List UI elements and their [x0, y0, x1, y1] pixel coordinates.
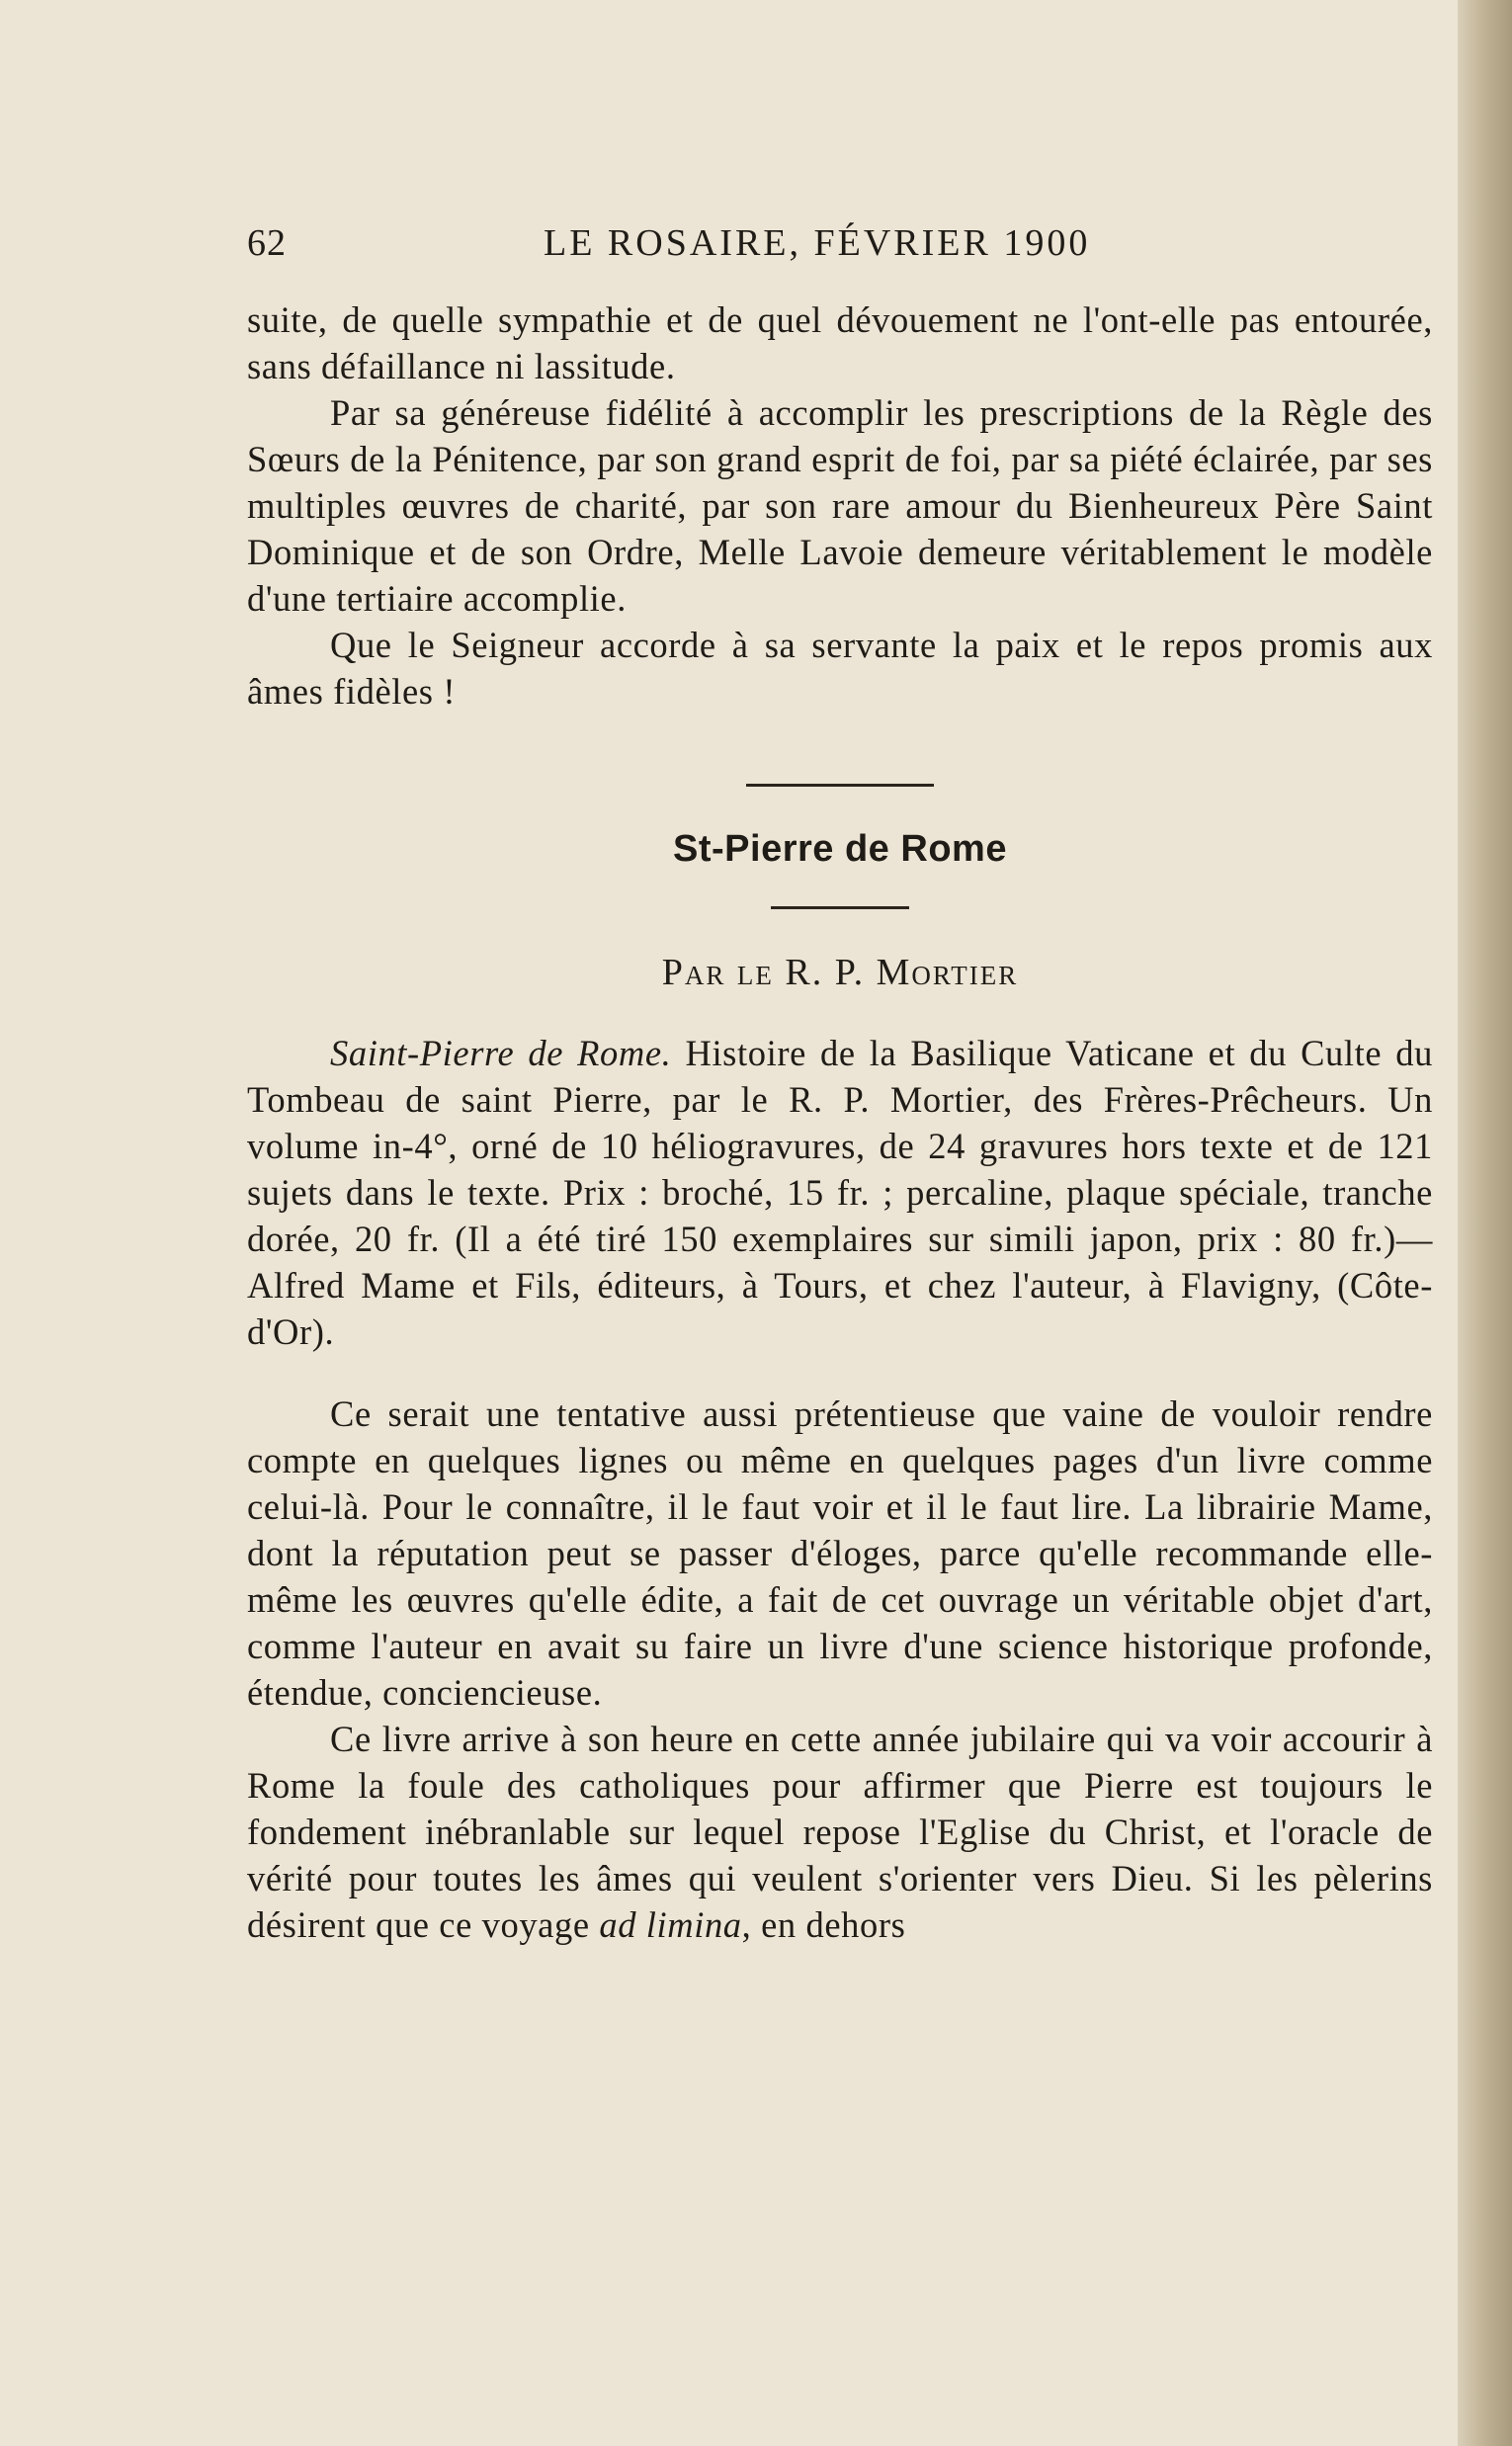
book-notice-paragraph — [247, 1030, 1433, 1355]
page-edge-shadow — [1458, 0, 1512, 2446]
title-underline-rule — [771, 906, 909, 909]
review-paragraph-2-text: Ce livre arrive à son heure en cette année jubilaire qui va voir accourir à Rome la foule des catholiques pour affirmer que Pierre est toujours le fondement inébranlable sur lequel repose l'Eglise du Christ, et l'oracle de vérité pour toutes les âmes qui veulent s'orienter vers Dieu. Si les pèlerins désirent que ce voyage — [247, 1719, 1433, 1945]
book-description: Histoire de la Basilique Vaticane et du Culte du Tombeau de saint Pierre, par le R. P. Mortier, des Frères-Prêcheurs. Un volume in-4°, orné de 10 héliogravures, de 24 gravures hors texte et de 121 sujets dans le texte. Prix : broché, 15 fr. ; percaline, plaque spéciale, tranche dorée, 20 fr. (Il a été tiré 150 exemplaires sur simili japon, prix : 80 fr.)—Alfred Mame et Fils, éditeurs, à Tours, et chez l'auteur, à Flavigny, (Côte-d'Or). — [247, 1033, 1434, 1352]
section-divider-rule — [746, 784, 934, 787]
running-head — [247, 208, 1433, 267]
article-title: St-Pierre de Rome — [673, 828, 1007, 870]
page-content — [247, 208, 1433, 1948]
obituary-paragraph-3: Que le Seigneur accorde à sa servante la paix et le repos promis aux âmes fidèles ! — [247, 625, 1433, 712]
latin-phrase: ad limina — [599, 1904, 742, 1945]
obituary-paragraph-1: suite, de quelle sympathie et de quel dévouement ne l'ont-elle pas entourée, sans défaillance ni lassitude. — [247, 299, 1433, 386]
article-byline: Par le R. P. Mortier — [661, 952, 1019, 993]
review-paragraph-1: Ce serait une tentative aussi prétentieuse que vaine de vouloir rendre compte en quelques lignes ou même en quelques pages d'un livre comme celui-là. Pour le connaître, il le faut voir et il le faut lire. La librairie Mame, dont la réputation peut se passer d'éloges, parce qu'elle recommande elle-même les œuvres qu'elle édite, a fait de cet ouvrage un véritable objet d'art, comme l'auteur en avait su faire un livre d'une science historique profonde, étendue, conciencieuse. — [247, 1393, 1433, 1713]
page-number: 62 — [247, 222, 287, 264]
review-paragraph-2 — [247, 1716, 1433, 1948]
review-paragraph-2-continuation: , en dehors — [741, 1904, 906, 1945]
book-title: Saint-Pierre de Rome. — [330, 1033, 672, 1073]
obituary-paragraph-2: Par sa généreuse fidélité à accomplir les prescriptions de la Règle des Sœurs de la Pénitence, par son grand esprit de foi, par sa piété éclairée, par ses multiples œuvres de charité, par son rare amour du Bienheureux Père Saint Dominique et de son Ordre, Melle Lavoie demeure véritablement le modèle d'une tertiaire accomplie. — [247, 392, 1433, 619]
journal-header-title: LE ROSAIRE, FÉVRIER 1900 — [544, 222, 1091, 264]
